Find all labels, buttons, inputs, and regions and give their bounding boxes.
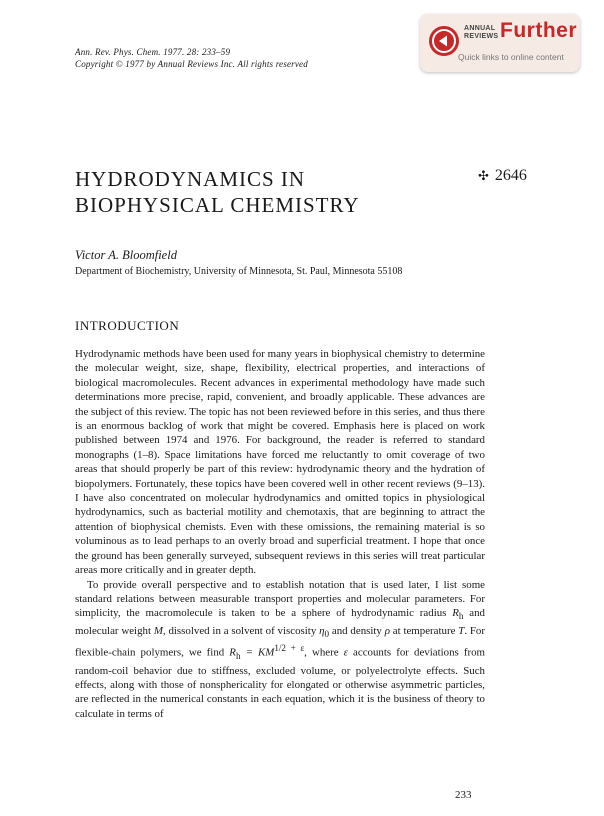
p2-text-4: and density (329, 624, 385, 637)
badge-further: Further (500, 19, 577, 42)
title-line-2: BIOPHYSICAL CHEMISTRY (75, 193, 360, 217)
symbol-m: M (153, 624, 163, 637)
p2-text-7: , where (304, 647, 344, 660)
p2-text-6: . For flexible-chain polymers, we find (75, 624, 486, 660)
equation-lhs-sub: h (235, 651, 241, 662)
author-affiliation: Department of Biochemistry, University of Minnesota, St. Paul, Minnesota 55108 (75, 266, 403, 277)
symbol-eta: η (319, 624, 325, 637)
p2-text-2: and molecular weight (75, 607, 485, 637)
p2-text-1: To provide overall perspective and to establish notation that is used later, I list some standard relations between measurable transport properties and molecular parameters. For simplicity, the macromolecule is taken to be a sphere of hydrodynamic radius (75, 578, 485, 620)
equation-rhs: = KM (240, 647, 275, 660)
article-number (478, 166, 527, 186)
symbol-epsilon: ε (343, 647, 348, 660)
author-name: Victor A. Bloomfield (75, 248, 177, 262)
p2-text-8: accounts for deviations from random-coil behavior due to stiffness, excluded volume, or polyelectrolyte effects. Such effects, along with those of nonsphericality for elongated or otherwise asymmetric particles, are reflected in the numerical constants in each equation, which it is the business of theory to calculate in terms of (75, 647, 486, 720)
paragraph-1: Hydrodynamic methods have been used for many years in biophysical chemistry to determine the molecular weight, size, shape, flexibility, electrical properties, and interactions of biological macromolecules. Recent advances in experimental methodology have made such determinations more precise, rapid, convenient, and broadly applicable. These advances are the subject of this review. The topic has not been reviewed before in this series, and thus there is an enormous backlog of work that might be covered. Emphasis here is placed on work published between 1974 and 1976. For background, the reader is referred to standard monographs (1–8). Space limitations have forced me reluctantly to omit coverage of two areas that should properly be part of this review: hydrodynamic theory and the hydration of biopolymers. Fortunately, these topics have been covered well in other recent reviews (9–13). I have also concentrated on molecular hydrodynamics and omitted topics in physiological hydrodynamics, such as bacterial motility and chemotaxis, that are beginning to attract the attention of biophysical chemists. Even with these omissions, the remaining material is so voluminous as to lead perhaps to an overly broad and superficial treatment. I hope that once the ground has been generally surveyed, subsequent reviews in this series will treat particular areas more critically and in greater depth. (75, 348, 485, 577)
equation-lhs: R (229, 647, 236, 660)
paragraph-2 (75, 578, 485, 722)
badge-reviews: REVIEWS (464, 33, 499, 40)
article-title (75, 166, 455, 218)
copyright-line: Copyright © 1977 by Annual Reviews Inc. All rights reserved (75, 59, 308, 69)
p2-text-5: at temperature (389, 624, 459, 637)
journal-line: Ann. Rev. Phys. Chem. 1977. 28: 233–59 (75, 47, 231, 57)
ornament-icon: ✣ (478, 168, 489, 183)
badge-annual: ANNUAL (464, 25, 496, 32)
section-heading: INTRODUCTION (75, 318, 180, 333)
body-text (75, 347, 485, 721)
badge-subtitle: Quick links to online content (458, 52, 564, 62)
symbol-rho: ρ (384, 624, 390, 637)
left-arrow-circle-icon (429, 26, 459, 56)
subscript-0: 0 (324, 629, 330, 640)
subscript-h: h (458, 611, 464, 622)
equation-exponent: 1/2 + ε (274, 643, 305, 654)
title-line-1: HYDRODYNAMICS IN (75, 167, 306, 191)
p2-text-3: , dissolved in a solvent of viscosity (162, 624, 320, 637)
journal-citation (75, 46, 308, 70)
symbol-t: T (458, 624, 465, 637)
annual-reviews-further-badge[interactable] (420, 14, 580, 72)
symbol-r: R (452, 607, 459, 620)
article-number-value: 2646 (494, 167, 527, 184)
badge-annual-reviews-text (464, 25, 504, 41)
page-number: 233 (455, 789, 472, 801)
